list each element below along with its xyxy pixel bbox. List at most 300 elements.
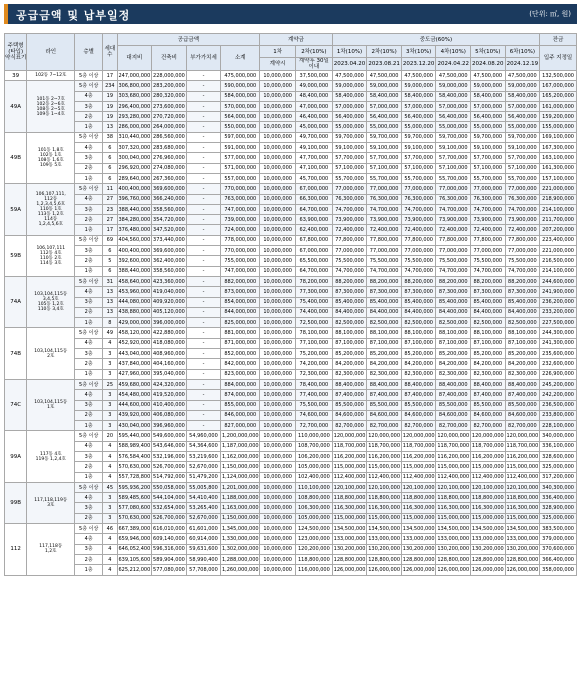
- table-cell: 405,120,000: [152, 307, 187, 317]
- table-cell: 82,700,000: [471, 421, 506, 431]
- table-cell: -: [186, 91, 221, 101]
- table-cell: 115,000,000: [505, 513, 540, 523]
- table-cell: 54,364,600: [186, 441, 221, 451]
- table-row: [5, 328, 577, 338]
- table-cell: 388,440,000: [117, 204, 152, 214]
- table-cell: 396,960,000: [152, 421, 187, 431]
- table-cell: 1,260,000,000: [221, 565, 260, 575]
- table-cell: -: [186, 163, 221, 173]
- table-cell: 82,300,000: [367, 369, 402, 379]
- table-cell: 844,000,000: [221, 307, 260, 317]
- col-building: 건축비: [152, 46, 187, 71]
- table-cell: 85,200,000: [332, 349, 367, 359]
- table-cell: -: [186, 328, 221, 338]
- table-cell: 10,000,000: [260, 215, 296, 225]
- col-d1: 2023.04.20: [332, 58, 367, 71]
- table-cell: 74,700,000: [471, 204, 506, 214]
- table-cell: 4층: [75, 143, 103, 153]
- table-cell: 443,040,000: [117, 349, 152, 359]
- table-cell: 88,400,000: [367, 379, 402, 389]
- table-cell: 207,200,000: [540, 225, 577, 235]
- table-cell: 120,100,000: [332, 482, 367, 492]
- line-cell: 102동 7~12호: [27, 71, 75, 81]
- table-cell: 233,200,000: [540, 307, 577, 317]
- table-cell: 116,200,000: [436, 451, 471, 461]
- table-cell: 2층: [75, 256, 103, 266]
- table-cell: 358,560,000: [152, 266, 187, 276]
- table-cell: 57,100,000: [471, 163, 506, 173]
- table-cell: 85,400,000: [471, 297, 506, 307]
- table-cell: -: [186, 194, 221, 204]
- table-cell: 429,000,000: [117, 318, 152, 328]
- table-cell: 88,200,000: [505, 276, 540, 286]
- type-cell: 74C: [5, 379, 27, 430]
- table-cell: 57,700,000: [505, 153, 540, 163]
- table-cell: 10,000,000: [260, 194, 296, 204]
- table-cell: 526,700,000: [152, 462, 187, 472]
- table-cell: 87,400,000: [332, 390, 367, 400]
- table-cell: 116,300,000: [471, 503, 506, 513]
- table-cell: 120,100,000: [436, 482, 471, 492]
- table-cell: 82,700,000: [367, 421, 402, 431]
- table-cell: -: [186, 400, 221, 410]
- table-cell: 78,200,000: [295, 276, 332, 286]
- table-row: [5, 235, 577, 245]
- table-cell: 115,000,000: [367, 513, 402, 523]
- table-cell: 10,000,000: [260, 225, 296, 235]
- table-cell: 543,646,000: [152, 441, 187, 451]
- table-cell: 118,700,000: [367, 441, 402, 451]
- table-cell: 5층 이상: [75, 235, 103, 245]
- table-cell: 884,000,000: [221, 379, 260, 389]
- table-row: [5, 163, 577, 173]
- price-schedule-table: [4, 33, 577, 576]
- table-cell: 87,400,000: [436, 390, 471, 400]
- table-row: [5, 534, 577, 544]
- table-cell: 1층: [75, 318, 103, 328]
- table-cell: -: [186, 379, 221, 389]
- table-cell: 1층: [75, 225, 103, 235]
- table-row: [5, 225, 577, 235]
- table-cell: 128,800,000: [332, 554, 367, 564]
- table-cell: 77,000,000: [471, 246, 506, 256]
- table-cell: 770,000,000: [221, 184, 260, 194]
- table-cell: 84,600,000: [332, 410, 367, 420]
- table-cell: 10,000,000: [260, 359, 296, 369]
- type-cell: 99A: [5, 431, 27, 482]
- table-cell: 116,200,000: [471, 451, 506, 461]
- table-cell: -: [186, 81, 221, 91]
- table-cell: 55,000,000: [332, 122, 367, 132]
- table-cell: 76,300,000: [401, 194, 436, 204]
- table-cell: 167,300,000: [540, 143, 577, 153]
- table-row: [5, 369, 577, 379]
- table-cell: 118,700,000: [436, 441, 471, 451]
- table-cell: 274,080,000: [152, 163, 187, 173]
- table-cell: 85,200,000: [401, 349, 436, 359]
- table-cell: 10,000,000: [260, 122, 296, 132]
- table-row: [5, 153, 577, 163]
- type-cell: 59A: [5, 184, 27, 235]
- table-cell: 78,100,000: [295, 328, 332, 338]
- table-cell: 881,000,000: [221, 328, 260, 338]
- table-cell: 51,479,200: [186, 472, 221, 482]
- table-cell: 264,000,000: [152, 122, 187, 132]
- table-cell: 84,200,000: [332, 359, 367, 369]
- table-cell: 325,000,000: [540, 513, 577, 523]
- table-cell: 108,700,000: [295, 441, 332, 451]
- table-cell: 396,760,000: [117, 194, 152, 204]
- table-cell: 6: [103, 246, 117, 256]
- table-cell: 59,000,000: [367, 81, 402, 91]
- table-cell: 87,300,000: [436, 287, 471, 297]
- table-cell: 59,700,000: [471, 132, 506, 142]
- table-cell: 72,400,000: [367, 225, 402, 235]
- table-cell: 84,200,000: [401, 359, 436, 369]
- table-cell: 396,000,000: [152, 318, 187, 328]
- table-cell: 6: [103, 163, 117, 173]
- table-cell: 64,700,000: [295, 266, 332, 276]
- table-cell: 10,000,000: [260, 451, 296, 461]
- table-cell: 84,600,000: [505, 410, 540, 420]
- table-cell: 221,000,000: [540, 246, 577, 256]
- table-cell: 5: [103, 256, 117, 266]
- table-cell: -: [186, 349, 221, 359]
- table-row: [5, 132, 577, 142]
- table-cell: 77,000,000: [401, 246, 436, 256]
- table-cell: 404,560,000: [117, 235, 152, 245]
- col-supply: 공급금액: [117, 34, 260, 46]
- table-cell: 132,500,000: [540, 71, 577, 81]
- table-cell: -: [186, 101, 221, 111]
- table-cell: 20: [103, 431, 117, 441]
- table-cell: -: [186, 256, 221, 266]
- table-cell: 362,400,000: [152, 256, 187, 266]
- table-row: [5, 482, 577, 492]
- table-cell: 54,960,000: [186, 431, 221, 441]
- table-cell: 75,500,000: [332, 256, 367, 266]
- table-cell: 47,700,000: [295, 153, 332, 163]
- table-cell: 58,400,000: [401, 91, 436, 101]
- col-vat: 부가가치세: [186, 46, 221, 71]
- table-cell: 369,600,000: [152, 184, 187, 194]
- table-row: [5, 524, 577, 534]
- table-cell: 10,000,000: [260, 379, 296, 389]
- col-middle: 중도금(60%): [332, 34, 539, 46]
- table-cell: 336,400,000: [540, 493, 577, 503]
- table-cell: 85,500,000: [332, 400, 367, 410]
- table-row: [5, 379, 577, 389]
- table-cell: 218,900,000: [540, 194, 577, 204]
- table-cell: 74,700,000: [401, 266, 436, 276]
- table-row: [5, 554, 577, 564]
- title-bar: [4, 4, 577, 24]
- table-cell: 584,000,000: [221, 91, 260, 101]
- table-cell: 74,700,000: [436, 266, 471, 276]
- table-cell: 55,000,000: [505, 122, 540, 132]
- table-cell: 409,920,000: [152, 297, 187, 307]
- table-cell: 3: [103, 410, 117, 420]
- table-cell: 514,792,000: [152, 472, 187, 482]
- table-cell: 408,960,000: [152, 349, 187, 359]
- table-cell: 74,700,000: [505, 204, 540, 214]
- table-cell: 226,900,000: [540, 369, 577, 379]
- table-cell: 13: [103, 287, 117, 297]
- table-cell: 56,400,000: [505, 112, 540, 122]
- table-cell: 10,000,000: [260, 184, 296, 194]
- table-cell: 126,000,000: [436, 565, 471, 575]
- table-cell: 82,500,000: [471, 318, 506, 328]
- table-cell: 88,100,000: [471, 328, 506, 338]
- table-cell: 77,800,000: [436, 235, 471, 245]
- table-cell: 475,000,000: [221, 71, 260, 81]
- table-cell: 57,100,000: [505, 163, 540, 173]
- table-row: [5, 256, 577, 266]
- table-row: [5, 462, 577, 472]
- table-cell: -: [186, 338, 221, 348]
- table-cell: 1층: [75, 266, 103, 276]
- table-cell: 458,120,000: [117, 328, 152, 338]
- table-cell: 423,360,000: [152, 276, 187, 286]
- table-cell: 118,800,000: [471, 493, 506, 503]
- table-cell: 392,600,000: [117, 256, 152, 266]
- table-row: [5, 101, 577, 111]
- table-cell: 55,000,000: [401, 122, 436, 132]
- table-cell: 87,100,000: [505, 338, 540, 348]
- table-cell: 85,500,000: [401, 400, 436, 410]
- table-cell: -: [186, 297, 221, 307]
- table-cell: 87,400,000: [401, 390, 436, 400]
- table-cell: 112,400,000: [401, 472, 436, 482]
- table-cell: 82,300,000: [471, 369, 506, 379]
- table-cell: 116,000,000: [295, 565, 332, 575]
- table-cell: 1층: [75, 472, 103, 482]
- table-row: [5, 503, 577, 513]
- table-cell: 128,800,000: [401, 554, 436, 564]
- table-cell: 77,000,000: [367, 184, 402, 194]
- table-cell: 84,400,000: [332, 307, 367, 317]
- table-cell: 118,700,000: [401, 441, 436, 451]
- table-cell: 88,400,000: [401, 379, 436, 389]
- table-cell: 49,700,000: [295, 132, 332, 142]
- table-cell: 55,700,000: [436, 173, 471, 183]
- table-cell: 388,440,000: [117, 266, 152, 276]
- table-cell: 115,000,000: [401, 462, 436, 472]
- table-cell: 106,200,000: [295, 451, 332, 461]
- table-cell: 87,300,000: [332, 287, 367, 297]
- table-cell: 10,000,000: [260, 565, 296, 575]
- table-cell: 116,300,000: [436, 503, 471, 513]
- table-cell: 10,000,000: [260, 287, 296, 297]
- table-cell: 82,700,000: [505, 421, 540, 431]
- table-cell: 120,200,000: [295, 544, 332, 554]
- table-cell: 82,300,000: [505, 369, 540, 379]
- table-cell: 232,600,000: [540, 359, 577, 369]
- table-cell: 74,700,000: [436, 204, 471, 214]
- table-cell: 10,000,000: [260, 441, 296, 451]
- table-cell: -: [186, 276, 221, 286]
- table-cell: 116,200,000: [401, 451, 436, 461]
- table-cell: 54,410,400: [186, 493, 221, 503]
- table-cell: 310,440,000: [117, 132, 152, 142]
- table-cell: 87,400,000: [471, 390, 506, 400]
- table-cell: 82,300,000: [332, 369, 367, 379]
- table-cell: 747,000,000: [221, 204, 260, 214]
- table-cell: 317,200,000: [540, 472, 577, 482]
- table-row: [5, 565, 577, 575]
- table-cell: 57,100,000: [367, 163, 402, 173]
- table-row: [5, 359, 577, 369]
- table-cell: 53,219,600: [186, 451, 221, 461]
- table-cell: 115,000,000: [332, 462, 367, 472]
- table-row: [5, 441, 577, 451]
- table-cell: 106,300,000: [295, 503, 332, 513]
- table-cell: 115,000,000: [505, 462, 540, 472]
- table-cell: 82,700,000: [332, 421, 367, 431]
- table-cell: 625,212,000: [117, 565, 152, 575]
- col-d2: 2023.08.21: [367, 58, 402, 71]
- col-contract: 계약금: [260, 34, 332, 46]
- table-cell: 10,000,000: [260, 163, 296, 173]
- table-cell: 116,200,000: [367, 451, 402, 461]
- table-cell: 59,000,000: [471, 81, 506, 91]
- table-cell: 307,320,000: [117, 143, 152, 153]
- table-cell: 400,400,000: [117, 246, 152, 256]
- table-cell: 47,500,000: [401, 71, 436, 81]
- table-cell: 55,000,000: [471, 122, 506, 132]
- table-cell: 570,000,000: [221, 101, 260, 111]
- table-cell: 87,100,000: [436, 338, 471, 348]
- table-cell: 116,300,000: [401, 503, 436, 513]
- table-cell: 74,700,000: [367, 266, 402, 276]
- table-cell: 133,000,000: [401, 534, 436, 544]
- table-cell: 59,100,000: [505, 143, 540, 153]
- table-cell: 340,000,000: [540, 431, 577, 441]
- table-cell: 228,000,000: [152, 71, 187, 81]
- table-cell: 10,000,000: [260, 297, 296, 307]
- table-cell: 27: [103, 194, 117, 204]
- table-cell: 112,400,000: [505, 472, 540, 482]
- table-row: [5, 307, 577, 317]
- table-cell: 577,080,000: [152, 565, 187, 575]
- table-cell: -: [186, 410, 221, 420]
- table-cell: 358,000,000: [540, 565, 577, 575]
- table-cell: 57,700,000: [471, 153, 506, 163]
- table-cell: 72,400,000: [471, 225, 506, 235]
- col-type: 주택형 (타입) 약식표기: [5, 34, 27, 71]
- table-cell: 118,700,000: [505, 441, 540, 451]
- table-cell: 62,400,000: [295, 225, 332, 235]
- table-cell: 59,000,000: [332, 81, 367, 91]
- table-cell: 88,400,000: [436, 379, 471, 389]
- table-cell: 88,100,000: [367, 328, 402, 338]
- table-cell: 75,500,000: [436, 256, 471, 266]
- table-cell: 87,400,000: [505, 390, 540, 400]
- table-cell: 65,500,000: [295, 256, 332, 266]
- table-cell: 82,700,000: [436, 421, 471, 431]
- table-cell: 10,000,000: [260, 81, 296, 91]
- table-cell: 74,200,000: [295, 359, 332, 369]
- table-cell: -: [186, 71, 221, 81]
- table-cell: 128,800,000: [367, 554, 402, 564]
- table-cell: 55,700,000: [367, 173, 402, 183]
- table-row: [5, 400, 577, 410]
- table-cell: 102,400,000: [295, 472, 332, 482]
- col-c1-sub: 계약시: [260, 58, 296, 71]
- table-cell: 82,500,000: [367, 318, 402, 328]
- table-cell: 88,100,000: [401, 328, 436, 338]
- table-cell: 120,000,000: [505, 431, 540, 441]
- table-cell: 325,000,000: [540, 462, 577, 472]
- table-cell: 87,100,000: [471, 338, 506, 348]
- table-cell: 77,000,000: [505, 246, 540, 256]
- table-cell: 72,400,000: [505, 225, 540, 235]
- table-cell: 74,600,000: [295, 410, 332, 420]
- table-cell: 3: [103, 359, 117, 369]
- table-cell: 130,200,000: [332, 544, 367, 554]
- col-land: 대지비: [117, 46, 152, 71]
- table-cell: 159,200,000: [540, 112, 577, 122]
- type-cell: 59B: [5, 235, 27, 276]
- table-cell: 126,000,000: [505, 565, 540, 575]
- table-cell: 85,200,000: [436, 349, 471, 359]
- table-cell: 223,400,000: [540, 235, 577, 245]
- table-cell: 59,000,000: [401, 81, 436, 91]
- table-cell: 404,160,000: [152, 359, 187, 369]
- table-cell: 116,200,000: [332, 451, 367, 461]
- table-cell: 72,300,000: [295, 369, 332, 379]
- table-cell: 84,600,000: [436, 410, 471, 420]
- table-cell: 10,000,000: [260, 276, 296, 286]
- table-cell: 88,100,000: [332, 328, 367, 338]
- table-cell: 84,200,000: [367, 359, 402, 369]
- table-cell: 10,000,000: [260, 235, 296, 245]
- table-cell: 77,400,000: [295, 390, 332, 400]
- table-cell: 57,000,000: [332, 101, 367, 111]
- table-row: [5, 112, 577, 122]
- table-cell: 10,000,000: [260, 544, 296, 554]
- table-cell: 130,200,000: [436, 544, 471, 554]
- table-cell: 77,000,000: [367, 246, 402, 256]
- table-cell: 10,000,000: [260, 431, 296, 441]
- table-cell: 116,300,000: [332, 503, 367, 513]
- table-row: [5, 451, 577, 461]
- table-cell: 157,100,000: [540, 173, 577, 183]
- table-cell: 646,052,400: [117, 544, 152, 554]
- table-row: [5, 91, 577, 101]
- table-cell: 120,000,000: [436, 431, 471, 441]
- table-cell: 69: [103, 235, 117, 245]
- table-cell: 570,630,000: [117, 462, 152, 472]
- col-floor: 층별: [75, 34, 103, 71]
- line-cell: 106,107,111, 112동 1,2,3,4,5,6호 110동 1호 113동 1,2호 114동 1,2,4,5,6호: [27, 184, 75, 235]
- table-cell: 347,520,000: [152, 225, 187, 235]
- table-cell: 526,700,000: [152, 513, 187, 523]
- table-cell: 38: [103, 132, 117, 142]
- col-units: 세대수: [103, 34, 117, 71]
- table-cell: 88,100,000: [505, 328, 540, 338]
- table-cell: 1,162,000,000: [221, 451, 260, 461]
- table-cell: 52,670,000: [186, 513, 221, 523]
- table-cell: 328,600,000: [540, 451, 577, 461]
- table-cell: 10,000,000: [260, 173, 296, 183]
- table-cell: 55,000,000: [436, 122, 471, 132]
- table-cell: 3: [103, 349, 117, 359]
- table-cell: 77,100,000: [295, 338, 332, 348]
- table-cell: 358,560,000: [152, 204, 187, 214]
- table-cell: 1,201,000,000: [221, 482, 260, 492]
- table-cell: 659,946,000: [117, 534, 152, 544]
